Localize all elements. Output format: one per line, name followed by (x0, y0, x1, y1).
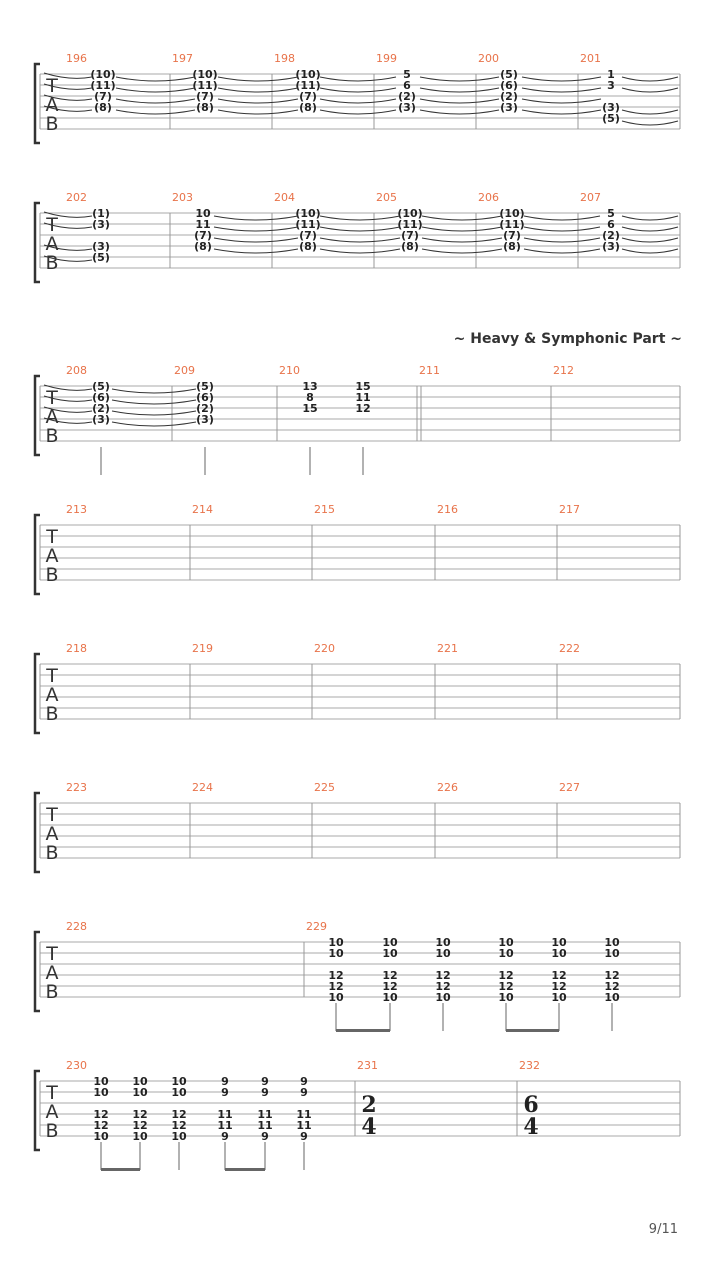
tie-arc (622, 249, 678, 253)
fret-number: (7) (196, 90, 214, 103)
tab-clef-letter: B (45, 1120, 59, 1142)
tab-clef-letter: B (45, 981, 59, 1003)
measure-number: 211 (419, 364, 440, 377)
fret-number: 10 (551, 991, 567, 1004)
fret-number: 13 (302, 380, 318, 393)
tie-arc (320, 88, 396, 92)
tie-arc (622, 110, 678, 114)
tie-arc (622, 121, 678, 125)
measure-number: 198 (274, 52, 295, 65)
tab-clef-letter: T (46, 1082, 58, 1104)
tab-clef-letter: B (45, 425, 59, 447)
tab-clef-letter: A (45, 962, 59, 984)
fret-number: 15 (355, 380, 371, 393)
measure-number: 231 (357, 1059, 378, 1072)
measure-number: 205 (376, 191, 397, 204)
measure-number: 221 (437, 642, 458, 655)
tie-arc (320, 216, 400, 220)
fret-number: 9 (300, 1130, 308, 1143)
fret-number: (11) (397, 218, 423, 231)
fret-number: (10) (499, 207, 525, 220)
system-bracket (35, 376, 40, 455)
tab-clef-letter: B (45, 252, 59, 274)
tab-clef-letter: B (45, 113, 59, 135)
measure-number: 223 (66, 781, 87, 794)
fret-number: 10 (435, 936, 451, 949)
system-bracket (35, 515, 40, 594)
fret-number: 9 (261, 1075, 269, 1088)
tie-arc (422, 249, 502, 253)
fret-number: (11) (499, 218, 525, 231)
system-bracket (35, 932, 40, 1011)
tie-arc (522, 88, 601, 92)
fret-number: (10) (397, 207, 423, 220)
note-beam (506, 1029, 559, 1032)
measure-number: 201 (580, 52, 601, 65)
tab-clef-letter: B (45, 703, 59, 725)
fret-number: (5) (196, 380, 214, 393)
fret-number: 11 (296, 1119, 312, 1132)
fret-number: 10 (435, 947, 451, 960)
tab-clef-letter: T (46, 526, 58, 548)
fret-number: 10 (551, 936, 567, 949)
fret-number: (7) (94, 90, 112, 103)
system-bracket (35, 654, 40, 733)
measure-number: 225 (314, 781, 335, 794)
note-beam (101, 1168, 140, 1171)
tab-clef-letter: T (46, 75, 58, 97)
tie-arc (112, 422, 196, 426)
fret-number: 3 (607, 79, 615, 92)
tab-clef-letter: A (45, 406, 59, 428)
tab-clef-letter: B (45, 842, 59, 864)
fret-number: (8) (401, 240, 419, 253)
tie-arc (420, 77, 499, 81)
fret-number: (10) (295, 68, 321, 81)
measure-number: 214 (192, 503, 213, 516)
tab-clef-letter: A (45, 684, 59, 706)
fret-number: 12 (132, 1108, 148, 1121)
fret-number: 10 (604, 991, 620, 1004)
fret-number: 5 (403, 68, 411, 81)
fret-number: 9 (221, 1130, 229, 1143)
tie-arc (218, 99, 298, 103)
fret-number: 12 (382, 980, 398, 993)
fret-number: 11 (296, 1108, 312, 1121)
fret-number: 12 (604, 969, 620, 982)
tie-arc (320, 77, 396, 81)
fret-number: 12 (132, 1119, 148, 1132)
section-marker: ~ Heavy & Symphonic Part ~ (453, 331, 682, 347)
fret-number: 10 (498, 991, 514, 1004)
tab-clef-letter: T (46, 214, 58, 236)
fret-number: 10 (498, 947, 514, 960)
fret-number: 10 (195, 207, 211, 220)
tab-clef-letter: A (45, 545, 59, 567)
fret-number: (5) (92, 251, 110, 264)
fret-number: 9 (221, 1086, 229, 1099)
tie-arc (320, 249, 400, 253)
tie-arc (524, 249, 600, 253)
fret-number: 12 (328, 969, 344, 982)
tab-clef-letter: A (45, 1101, 59, 1123)
measure-number: 230 (66, 1059, 87, 1072)
fret-number: 10 (382, 991, 398, 1004)
fret-number: (8) (94, 101, 112, 114)
measure-number: 212 (553, 364, 574, 377)
fret-number: (8) (299, 101, 317, 114)
measure-number: 213 (66, 503, 87, 516)
fret-number: 9 (300, 1086, 308, 1099)
fret-number: (5) (500, 68, 518, 81)
fret-number: 11 (257, 1119, 273, 1132)
fret-number: (8) (194, 240, 212, 253)
fret-number: 10 (171, 1086, 187, 1099)
measure-number: 210 (279, 364, 300, 377)
fret-number: 12 (382, 969, 398, 982)
tie-arc (116, 77, 195, 81)
fret-number: 11 (355, 391, 371, 404)
system-bracket (35, 793, 40, 872)
tie-arc (420, 110, 499, 114)
tie-arc (320, 99, 396, 103)
measure-number: 202 (66, 191, 87, 204)
tie-arc (522, 77, 601, 81)
measure-number: 216 (437, 503, 458, 516)
fret-number: 12 (498, 980, 514, 993)
fret-number: (7) (194, 229, 212, 242)
tie-arc (214, 238, 298, 242)
tab-clef-letter: A (45, 94, 59, 116)
tie-arc (420, 99, 499, 103)
tie-arc (420, 88, 499, 92)
measure-number: 217 (559, 503, 580, 516)
fret-number: (10) (295, 207, 321, 220)
fret-number: (7) (299, 90, 317, 103)
fret-number: (8) (503, 240, 521, 253)
fret-number: 12 (551, 980, 567, 993)
fret-number: 8 (306, 391, 314, 404)
measure-number: 208 (66, 364, 87, 377)
tab-clef-letter: A (45, 233, 59, 255)
fret-number: 12 (604, 980, 620, 993)
fret-number: (1) (92, 207, 110, 220)
measure-number: 200 (478, 52, 499, 65)
fret-number: 10 (604, 936, 620, 949)
fret-number: (11) (295, 218, 321, 231)
tab-clef-letter: T (46, 943, 58, 965)
fret-number: (3) (92, 413, 110, 426)
fret-number: 10 (132, 1086, 148, 1099)
fret-number: (8) (196, 101, 214, 114)
fret-number: (2) (602, 229, 620, 242)
measure-number: 199 (376, 52, 397, 65)
fret-number: 12 (355, 402, 371, 415)
fret-number: 11 (217, 1108, 233, 1121)
measure-number: 224 (192, 781, 213, 794)
fret-number: (11) (90, 79, 116, 92)
tie-arc (218, 88, 298, 92)
tie-arc (524, 216, 600, 220)
fret-number: 9 (261, 1130, 269, 1143)
fret-number: 10 (382, 947, 398, 960)
tie-arc (622, 216, 678, 220)
fret-number: (3) (500, 101, 518, 114)
tie-arc (622, 227, 678, 231)
fret-number: (6) (196, 391, 214, 404)
tab-clef-letter: B (45, 564, 59, 586)
fret-number: (10) (192, 68, 218, 81)
fret-number: (2) (398, 90, 416, 103)
fret-number: (5) (602, 112, 620, 125)
tie-arc (218, 77, 298, 81)
measure-number: 219 (192, 642, 213, 655)
tie-arc (112, 411, 196, 415)
fret-number: 10 (171, 1130, 187, 1143)
measure-number: 209 (174, 364, 195, 377)
tie-arc (116, 110, 195, 114)
tab-clef-letter: T (46, 665, 58, 687)
tie-arc (524, 227, 600, 231)
tie-arc (422, 216, 502, 220)
fret-number: 10 (93, 1086, 109, 1099)
fret-number: 12 (171, 1119, 187, 1132)
measure-number: 203 (172, 191, 193, 204)
fret-number: 10 (604, 947, 620, 960)
tie-arc (320, 110, 396, 114)
note-beam (336, 1029, 390, 1032)
tie-arc (522, 99, 601, 103)
tie-arc (622, 77, 678, 81)
fret-number: 10 (132, 1130, 148, 1143)
time-signature-bottom: 4 (523, 1114, 539, 1140)
tab-clef-letter: T (46, 804, 58, 826)
fret-number: 10 (382, 936, 398, 949)
tie-arc (622, 88, 678, 92)
tie-arc (214, 216, 298, 220)
fret-number: (2) (196, 402, 214, 415)
system-bracket (35, 64, 40, 143)
page-number: 9/11 (648, 1222, 678, 1237)
fret-number: (3) (92, 240, 110, 253)
measure-number: 218 (66, 642, 87, 655)
fret-number: 12 (93, 1119, 109, 1132)
tab-clef-letter: T (46, 387, 58, 409)
measure-number: 215 (314, 503, 335, 516)
system-bracket (35, 203, 40, 282)
tie-arc (116, 99, 195, 103)
tie-arc (214, 227, 298, 231)
fret-number: 12 (435, 969, 451, 982)
fret-number: (3) (398, 101, 416, 114)
fret-number: 12 (171, 1108, 187, 1121)
fret-number: 10 (93, 1130, 109, 1143)
fret-number: 9 (300, 1075, 308, 1088)
note-beam (225, 1168, 265, 1171)
fret-number: 10 (328, 947, 344, 960)
fret-number: 10 (435, 991, 451, 1004)
measure-number: 232 (519, 1059, 540, 1072)
fret-number: 12 (435, 980, 451, 993)
fret-number: (7) (503, 229, 521, 242)
fret-number: 9 (221, 1075, 229, 1088)
fret-number: 10 (551, 947, 567, 960)
fret-number: (2) (500, 90, 518, 103)
fret-number: 12 (328, 980, 344, 993)
fret-number: (3) (92, 218, 110, 231)
fret-number: (5) (92, 380, 110, 393)
tie-arc (218, 110, 298, 114)
fret-number: (3) (602, 101, 620, 114)
fret-number: (3) (196, 413, 214, 426)
tie-arc (320, 227, 400, 231)
fret-number: 10 (498, 936, 514, 949)
time-signature-top: 6 (523, 1092, 539, 1118)
fret-number: 10 (93, 1075, 109, 1088)
tie-arc (422, 238, 502, 242)
fret-number: (7) (299, 229, 317, 242)
tie-arc (524, 238, 600, 242)
fret-number: 11 (257, 1108, 273, 1121)
fret-number: (7) (401, 229, 419, 242)
tie-arc (112, 389, 196, 393)
fret-number: (11) (192, 79, 218, 92)
fret-number: (3) (602, 240, 620, 253)
fret-number: 5 (607, 207, 615, 220)
fret-number: (11) (295, 79, 321, 92)
fret-number: 15 (302, 402, 318, 415)
tie-arc (214, 249, 298, 253)
measure-number: 196 (66, 52, 87, 65)
measure-number: 227 (559, 781, 580, 794)
system-bracket (35, 1071, 40, 1150)
tie-arc (622, 238, 678, 242)
time-signature-bottom: 4 (361, 1114, 377, 1140)
measure-number: 220 (314, 642, 335, 655)
fret-number: (6) (92, 391, 110, 404)
fret-number: 6 (607, 218, 615, 231)
fret-number: 1 (607, 68, 615, 81)
fret-number: 11 (195, 218, 211, 231)
fret-number: (6) (500, 79, 518, 92)
tie-arc (116, 88, 195, 92)
measure-number: 204 (274, 191, 295, 204)
fret-number: 10 (328, 936, 344, 949)
fret-number: (2) (92, 402, 110, 415)
measure-number: 197 (172, 52, 193, 65)
tie-arc (112, 400, 196, 404)
measure-number: 206 (478, 191, 499, 204)
measure-number: 226 (437, 781, 458, 794)
measure-number: 207 (580, 191, 601, 204)
fret-number: 9 (261, 1086, 269, 1099)
measure-number: 222 (559, 642, 580, 655)
tab-clef-letter: A (45, 823, 59, 845)
measure-number: 229 (306, 920, 327, 933)
tie-arc (522, 110, 601, 114)
fret-number: (10) (90, 68, 116, 81)
fret-number: 11 (217, 1119, 233, 1132)
fret-number: 6 (403, 79, 411, 92)
tie-arc (422, 227, 502, 231)
fret-number: (8) (299, 240, 317, 253)
time-signature-top: 2 (361, 1092, 377, 1118)
fret-number: 10 (171, 1075, 187, 1088)
tie-arc (320, 238, 400, 242)
fret-number: 12 (551, 969, 567, 982)
measure-number: 228 (66, 920, 87, 933)
fret-number: 12 (93, 1108, 109, 1121)
fret-number: 10 (328, 991, 344, 1004)
fret-number: 12 (498, 969, 514, 982)
fret-number: 10 (132, 1075, 148, 1088)
